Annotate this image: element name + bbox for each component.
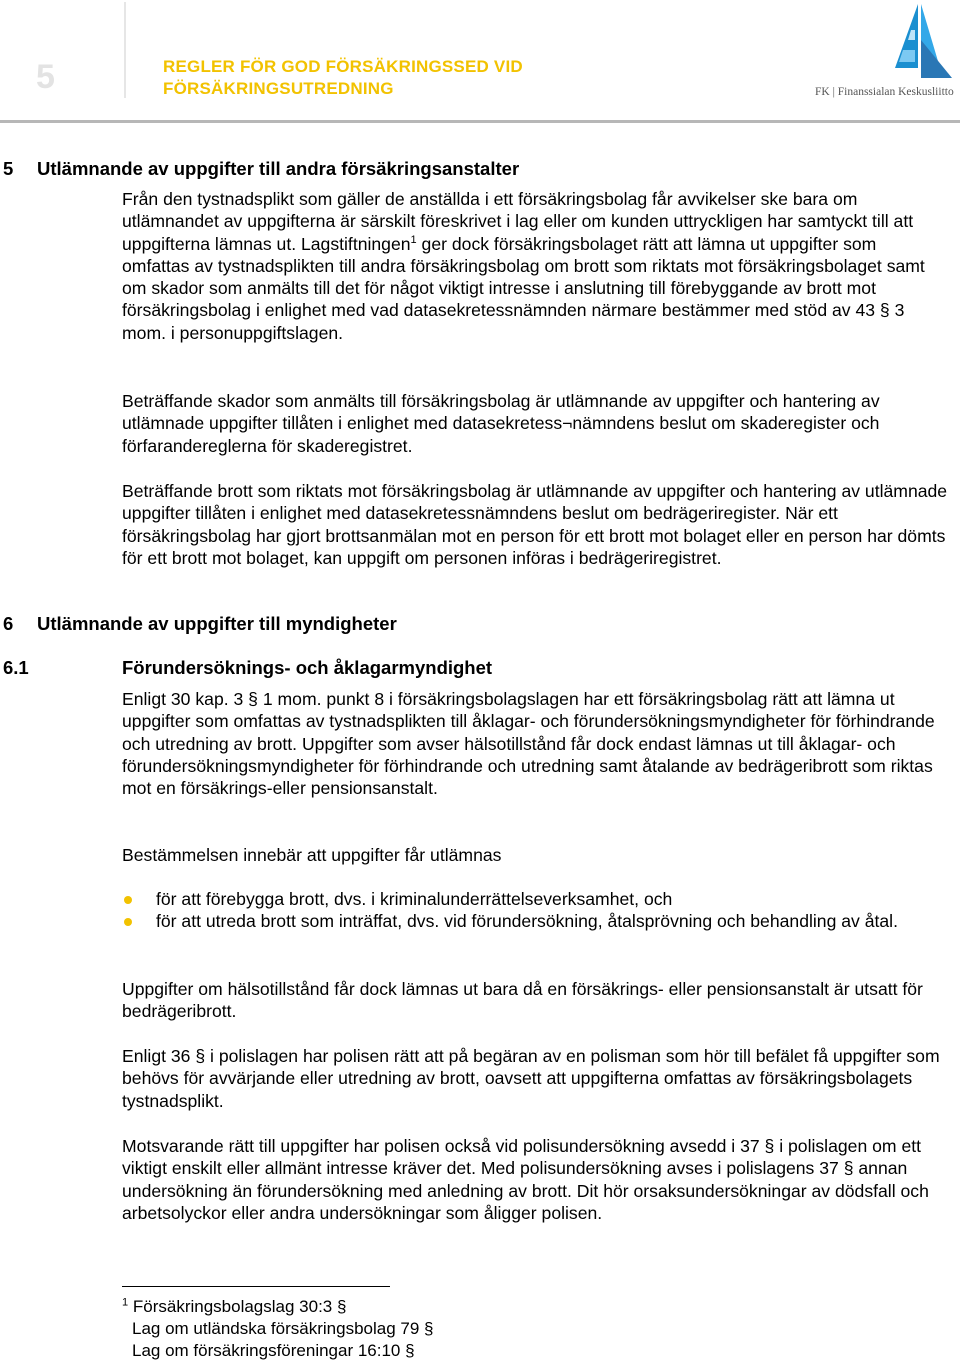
list-item-text: för att utreda brott som inträffat, dvs. vid förundersökning, åtalsprövning och behandling av åtal. bbox=[156, 911, 898, 932]
paragraph-s61-5: Motsvarande rätt till uppgifter har polisen också vid polisundersökning avsedd i 37 § i polislagen om ett viktigt enskilt eller allmänt intresse kräver det. Med polisundersökning avses i polislagens 37 § annan undersökning än förundersökning med anledning av brott. Dit hör orsaksundersökningar av dödsfall och arbetsolyckor eller andra undersökningar som åligger polisen. bbox=[122, 1136, 929, 1223]
list-item bbox=[122, 888, 952, 910]
section-title: Utlämnande av uppgifter till andra försäkringsanstalter bbox=[37, 158, 520, 179]
heading-section-6-1 bbox=[3, 657, 492, 679]
footnote-line: Lag om utländska försäkringsbolag 79 § bbox=[132, 1319, 434, 1338]
bullet-icon bbox=[124, 896, 132, 904]
paragraph-text: Från den tystnadsplikt som gäller de anställda i ett försäkringsbolag får avvikelser ske bara om utlämnandet av uppgifterna är särskilt föreskrivet i lag eller om kunden uttryckligen har samtyckt till att uppgifterna lämnas ut. Lagstiftningen bbox=[122, 189, 914, 254]
header-rule bbox=[0, 120, 960, 123]
header-title-line1: REGLER FÖR GOD FÖRSÄKRINGSSED VID bbox=[163, 57, 523, 76]
footnote-rule bbox=[122, 1286, 390, 1287]
list-item bbox=[122, 910, 952, 932]
paragraph-text: ger dock försäkringsbolaget rätt att lämna ut uppgifter som omfattas av tystnadsplikten till andra försäkringsbolag om brott som riktats mot försäkringsbolaget samt om skador som anmälts till det för något viktigt intresse i anslutning till förebyggande av brott mot försäkringsbolag i enlighet med vad datasekretessnämnden närmare bestämmer med stöd av 43 § 3 mom. i personuppgiftslagen. bbox=[122, 233, 925, 343]
header-title-line2: FÖRSÄKRINGSUTREDNING bbox=[163, 79, 394, 98]
footnote-line: Försäkringsbolagslag 30:3 § bbox=[132, 1297, 347, 1316]
list-item-text: för att förebygga brott, dvs. i kriminalunderrättelseverksamhet, och bbox=[156, 889, 673, 909]
paragraph-s5-3: Beträffande brott som riktats mot försäkringsbolag är utlämnande av uppgifter och hantering av utlämnade uppgifter tillåten i enlighet med datasekretessnämndens beslut om bedrägeriregister. När ett försäkringsbolag har gjort brottsanmälan mot en person för ett brott mot bolaget eller en person har dömts för ett brott mot bolaget, kan uppgift om personen införas i bedrägeriregistret. bbox=[122, 481, 948, 568]
heading-section-6 bbox=[3, 613, 397, 635]
bullet-list bbox=[122, 888, 952, 933]
logo-text: FK | Finanssialan Keskusliitto bbox=[815, 86, 954, 98]
heading-section-5 bbox=[3, 158, 519, 180]
header-title bbox=[163, 56, 523, 100]
footnote-line: Lag om försäkringsföreningar 16:10 § bbox=[132, 1341, 415, 1360]
paragraph-s5-1 bbox=[122, 188, 948, 344]
section-title: Utlämnande av uppgifter till myndigheter bbox=[37, 613, 397, 634]
section-number: 5 bbox=[3, 158, 14, 179]
footnote-ref: 1 bbox=[410, 233, 417, 246]
paragraph-s5-2: Beträffande skador som anmälts till försäkringsbolag är utlämnande av uppgifter och hantering av utlämnade uppgifter tillåten i enlighet med datasekretess¬nämndens beslut om skaderegister och förfarandereglerna för skaderegistret. bbox=[122, 391, 880, 456]
paragraph-s61-4: Enligt 36 § i polislagen har polisen rätt att på begäran av en polisman som hör till befälet få uppgifter som behövs för avvärjande eller utredning av brott, oavsett att uppgifterna omfattas av försäkringsbolagets tystnadsplikt. bbox=[122, 1046, 940, 1111]
section-title: Förundersöknings- och åklagarmyndighet bbox=[122, 657, 493, 678]
page-header bbox=[0, 0, 960, 122]
footnote bbox=[122, 1296, 433, 1362]
section-number: 6.1 bbox=[3, 657, 29, 678]
header-divider bbox=[124, 2, 126, 98]
fk-logo-icon bbox=[815, 0, 955, 100]
paragraph-s61-2: Bestämmelsen innebär att uppgifter får utlämnas bbox=[122, 845, 502, 865]
footnote-mark: 1 bbox=[122, 1296, 129, 1309]
page-number: 5 bbox=[36, 58, 55, 96]
section-number: 6 bbox=[3, 613, 14, 634]
bullet-icon bbox=[124, 918, 132, 926]
paragraph-s61-1: Enligt 30 kap. 3 § 1 mom. punkt 8 i försäkringsbolagslagen har ett försäkringsbolag rätt att lämna ut uppgifter som omfattas av tystnadsplikten till åklagar- och förundersökningsmyndigheter för förhindrande och utredning av brott. Uppgifter som avser hälsotillstånd får dock endast lämnas ut till åklagar- och förundersökningsmyndigheter för förhindrande och utredning samt åtalande av bedrägeribrott som riktas mot en försäkrings-eller pensionsanstalt. bbox=[122, 689, 935, 799]
paragraph-s61-3: Uppgifter om hälsotillstånd får dock lämnas ut bara då en försäkrings- eller pensionsanstalt är utsatt för bedrägeribrott. bbox=[122, 979, 923, 1022]
